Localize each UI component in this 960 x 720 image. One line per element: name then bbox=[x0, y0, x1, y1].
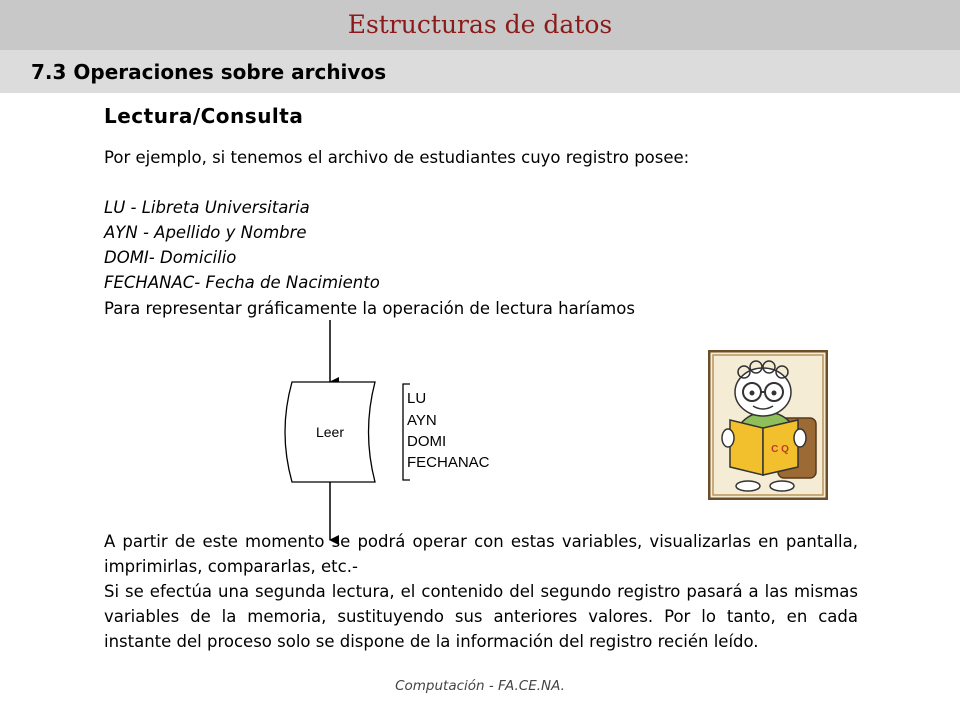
variable-label: FECHANAC bbox=[407, 454, 490, 471]
graphic-intro-paragraph: Para representar gráficamente la operación de lectura haríamos bbox=[104, 299, 635, 318]
section-title: 7.3 Operaciones sobre archivos bbox=[31, 60, 387, 84]
intro-paragraph: Por ejemplo, si tenemos el archivo de estudiantes cuyo registro posee: bbox=[104, 148, 690, 167]
reading-character-illustration bbox=[708, 350, 828, 500]
field-item: LU - Libreta Universitaria bbox=[104, 198, 310, 217]
second-read-paragraph: Si se efectúa una segunda lectura, el contenido del segundo registro pasará a las mismas variables de la memoria, sustituyendo sus anteriores valores. Por lo tanto, en cada instante del proceso solo se dispone de la información del registro recién leído. bbox=[104, 582, 858, 651]
read-operation-diagram bbox=[270, 320, 510, 555]
variable-label: AYN bbox=[407, 412, 437, 429]
field-item: DOMI- Domicilio bbox=[104, 248, 237, 267]
slide-title: Estructuras de datos bbox=[347, 10, 613, 39]
variable-label: LU bbox=[407, 390, 427, 407]
field-item: AYN - Apellido y Nombre bbox=[104, 223, 307, 242]
footer-text: Computación - FA.CE.NA. bbox=[395, 678, 565, 694]
field-list bbox=[104, 195, 380, 295]
variable-label: DOMI bbox=[407, 433, 447, 450]
book-cover-text: C Q bbox=[771, 444, 789, 455]
read-block-label: Leer bbox=[315, 424, 345, 440]
after-read-paragraph: A partir de este momento se podrá operar con estas variables, visualizarlas en pantalla, imprimirlas, compararlas, etc.- bbox=[104, 532, 858, 576]
field-item: FECHANAC- Fecha de Nacimiento bbox=[104, 273, 380, 292]
subheading: Lectura/Consulta bbox=[104, 104, 304, 128]
